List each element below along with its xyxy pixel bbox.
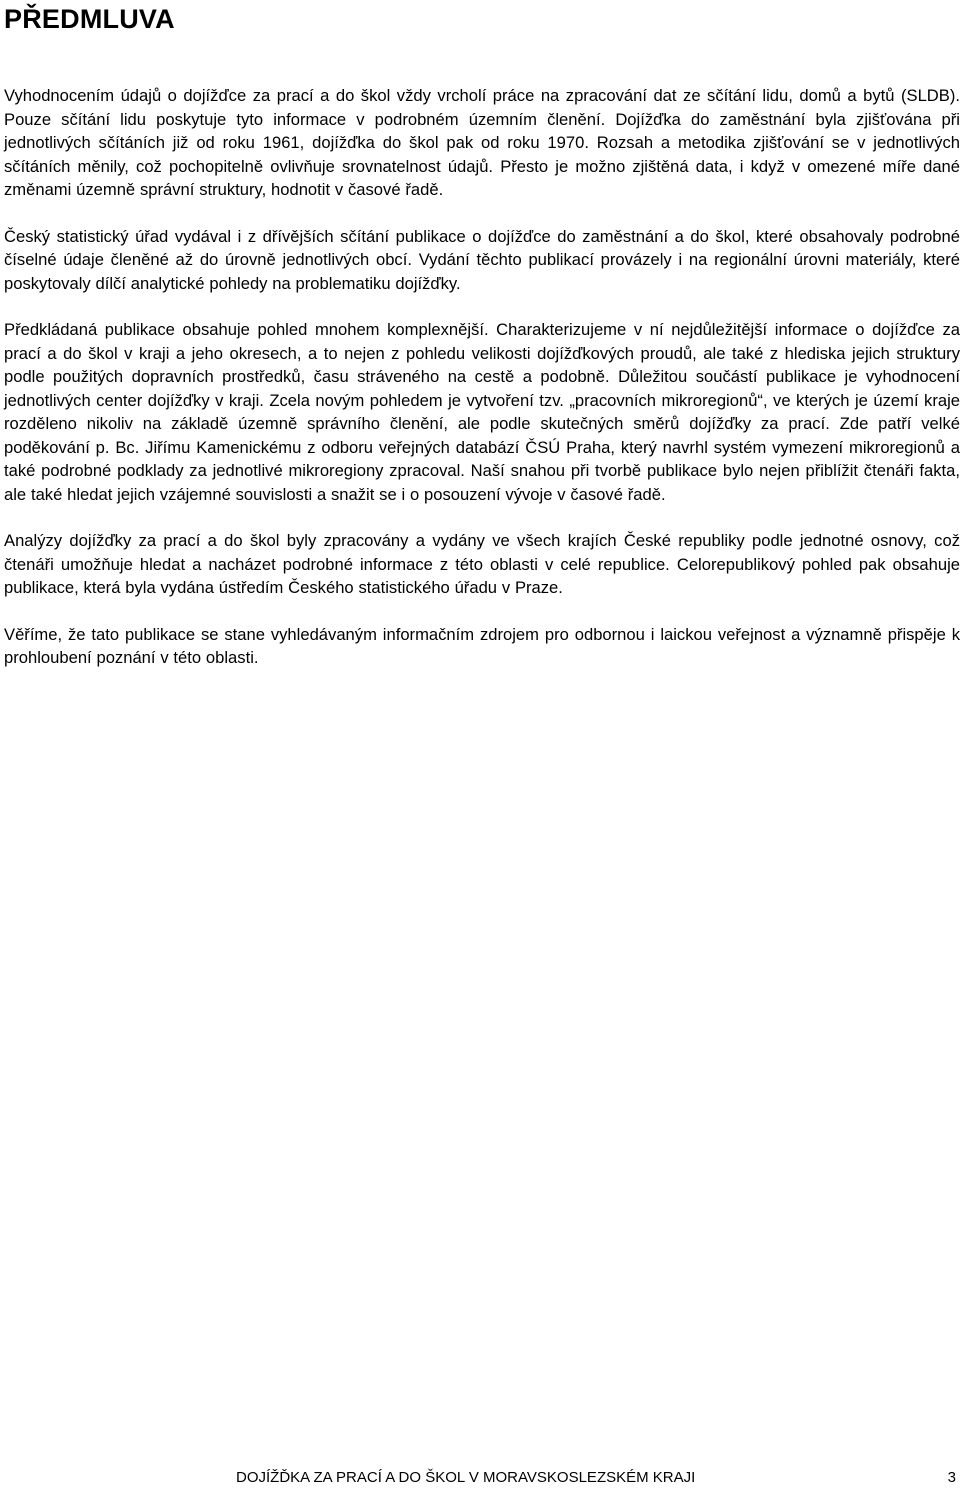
page-number: 3: [947, 1469, 956, 1486]
paragraph-1: Vyhodnocením údajů o dojížďce za prací a do škol vždy vrcholí práce na zpracování dat ze sčítání lidu, domů a bytů (SLDB). Pouze sčítání lidu poskytuje tyto informace v podrobném územním členění. Dojížďka do zaměstnání byla zjišťována při jednotlivých sčítáních již od roku 1961, dojížďka do škol pak od roku 1970. Rozsah a metodika zjišťování se v jednotlivých sčítáních měnily, což pochopitelně ovlivňuje srovnatelnost údajů. Přesto je možno zjištěná data, i když v omezené míře dané změnami územně správní struktury, hodnotit v časové řadě.: [4, 86, 960, 199]
paragraph-4: Analýzy dojížďky za prací a do škol byly zpracovány a vydány ve všech krajích České republiky podle jednotné osnovy, což čtenáři umožňuje hledat a nacházet podrobné informace z této oblasti v celé republice. Celorepublikový pohled pak obsahuje publikace, která byla vydána ústředím Českého statistického úřadu v Praze.: [4, 531, 960, 597]
paragraph-5: Věříme, že tato publikace se stane vyhledávaným informačním zdrojem pro odbornou i laickou veřejnost a významně přispěje k prohloubení poznání v této oblasti.: [4, 624, 960, 667]
footer-title: DOJÍŽĎKA ZA PRACÍ A DO ŠKOL V MORAVSKOSLEZSKÉM KRAJI: [236, 1469, 696, 1486]
body-text: [4, 84, 960, 693]
page-title: PŘEDMLUVA: [4, 4, 175, 34]
paragraph-2: Český statistický úřad vydával i z dřívějších sčítání publikace o dojížďce do zaměstnání a do škol, které obsahovaly podrobné číselné údaje členěné až do úrovně jednotlivých obcí. Vydání těchto publikací provázely i na regionální úrovni materiály, které poskytovaly dílčí analytické pohledy na problematiku dojížďky.: [4, 226, 960, 293]
paragraph-3: Předkládaná publikace obsahuje pohled mnohem komplexnější. Charakterizujeme v ní nejdůležitější informace o dojížďce za prací a do škol v kraji a jeho okresech, a to nejen z pohledu velikosti dojížďkových proudů, ale také z hlediska jejich struktury podle použitých dopravních prostředků, času stráveného na cestě a podobně. Důležitou součástí publikace je vyhodnocení jednotlivých center dojížďky v kraji. Zcela novým pohledem je vytvoření tzv. „pracovních mikroregionů“, ve kterých je území kraje rozděleno nikoliv na základě územně správního členění, ale podle skutečných směrů dojížďky za prací. Zde patří velké poděkování p. Bc. Jiřímu Kamenickému z odboru veřejných databází ČSÚ Praha, který navrhl systém vymezení mikroregionů a také podrobné podklady za jednotlivé mikroregiony zpracoval. Naší snahou při tvorbě publikace bylo nejen přiblížit čtenáři fakta, ale také hledat jejich vzájemné souvislosti a snažit se i o posouzení vývoje v časové řadě.: [4, 320, 960, 504]
